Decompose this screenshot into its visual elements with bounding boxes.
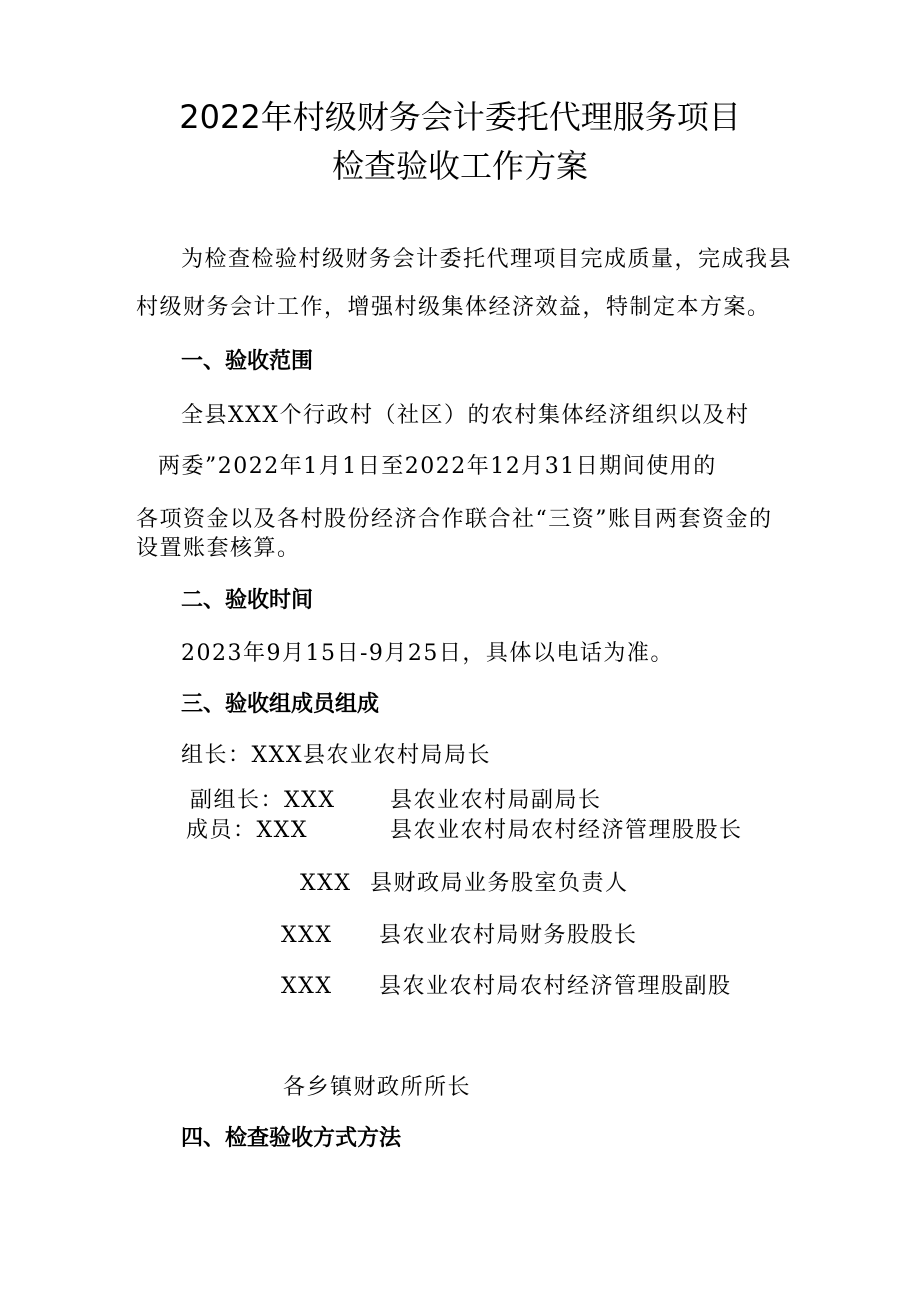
intro-line1: 为检查检验村级财务会计委托代理项目完成质量，完成我县 <box>181 247 793 272</box>
section1-line1: 全县XXX个行政村（社区）的农村集体经济组织以及村 <box>181 403 750 428</box>
member3-name: XXX <box>281 923 333 948</box>
intro-line2: 村级财务会计工作，增强村级集体经济效益，特制定本方案。 <box>136 295 771 320</box>
section1-line3: 各项资金以及各村股份经济合作联合社“三资”账目两套资金的 <box>136 507 773 532</box>
member-label: 成员：XXX <box>186 818 308 843</box>
section2-heading: 二、验收时间 <box>181 588 314 613</box>
document-title-line2: 检查验收工作方案 <box>331 147 588 185</box>
section4-heading: 四、检查验收方式方法 <box>181 1126 402 1151</box>
member4-role: 县农业农村局农村经济管理股副股 <box>379 974 732 999</box>
section3-heading: 三、验收组成员组成 <box>181 692 380 717</box>
document-title-line1: 2022年村级财务会计委托代理服务项目 <box>179 98 741 136</box>
member3-role: 县农业农村局财务股股长 <box>379 923 638 948</box>
member5-line: 各乡镇财政所所长 <box>283 1075 472 1100</box>
member4-name: XXX <box>281 974 333 999</box>
member-role: 县农业农村局农村经济管理股股长 <box>390 818 743 843</box>
leader-line: 组长：XXX县农业农村局局长 <box>181 743 491 768</box>
member2-name: XXX <box>300 871 352 896</box>
deputy-label: 副组长：XXX <box>190 788 336 813</box>
member2-role: 县财政局业务股室负责人 <box>370 871 629 896</box>
section2-line1: 2023年9月15日-9月25日，具体以电话为准。 <box>181 641 674 666</box>
section1-heading: 一、验收范围 <box>181 349 314 374</box>
deputy-role: 县农业农村局副局长 <box>390 788 602 813</box>
section1-line4: 设置账套核算。 <box>136 536 301 561</box>
section1-line2: 两委”2022年1月1日至2022年12月31日期间使用的 <box>158 454 717 479</box>
